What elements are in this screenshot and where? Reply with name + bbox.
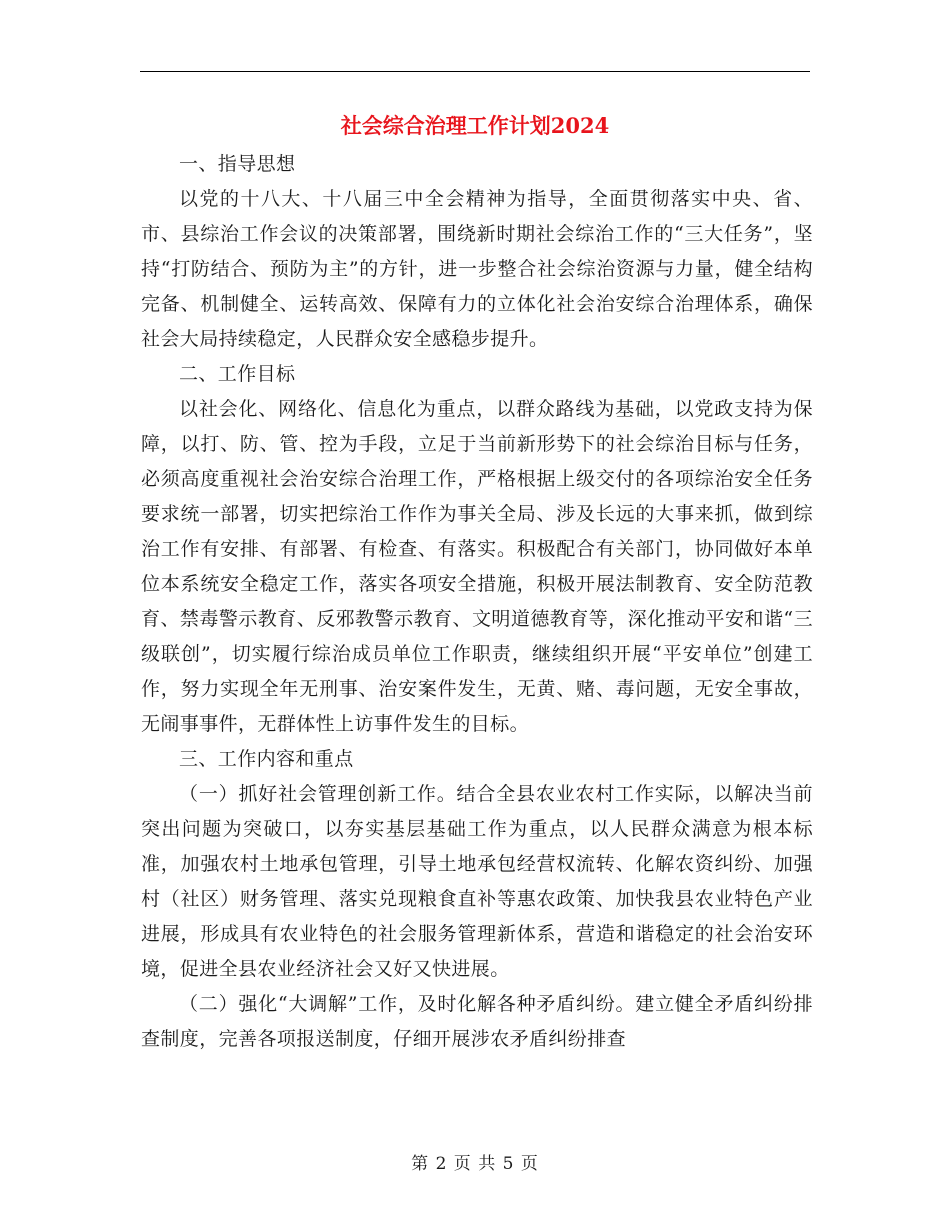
header-rule bbox=[140, 71, 810, 72]
page-number-footer: 第 2 页 共 5 页 bbox=[411, 1154, 539, 1174]
paragraph-guiding-ideology: 以党的十八大、十八届三中全会精神为指导，全面贯彻落实中央、省、市、县综治工作会议的决策部署，围绕新时期社会综治工作的“三大任务”，坚持“打防结合、预防为主”的方针，进一步整合社会综治资源与力量，健全结构完备、机制健全、运转高效、保障有力的立体化社会治安综合治理体系，确保社会大局持续稳定，人民群众安全感稳步提升。 bbox=[141, 188, 813, 350]
document-body bbox=[141, 147, 813, 1057]
document-title: 社会综合治理工作计划2024 bbox=[340, 113, 610, 138]
section-heading-work-content: 三、工作内容和重点 bbox=[179, 748, 354, 770]
section-heading-work-goals: 二、工作目标 bbox=[179, 363, 296, 385]
section-heading-guiding-ideology: 一、指导思想 bbox=[179, 153, 296, 175]
paragraph-mediation: （二）强化“大调解”工作，及时化解各种矛盾纠纷。建立健全矛盾纠纷排查制度，完善各项报送制度，仔细开展涉农矛盾纠纷排查 bbox=[141, 993, 813, 1050]
paragraph-work-goals: 以社会化、网络化、信息化为重点，以群众路线为基础，以党政支持为保障，以打、防、管、控为手段，立足于当前新形势下的社会综治目标与任务，必须高度重视社会治安综合治理工作，严格根据上级交付的各项综治安全任务要求统一部署，切实把综治工作作为事关全局、涉及长远的大事来抓，做到综治工作有安排、有部署、有检查、有落实。积极配合有关部门，协同做好本单位本系统安全稳定工作，落实各项安全措施，积极开展法制教育、安全防范教育、禁毒警示教育、反邪教警示教育、文明道德教育等，深化推动平安和谐“三级联创”，切实履行综治成员单位工作职责，继续组织开展“平安单位”创建工作，努力实现全年无刑事、治安案件发生，无黄、赌、毒问题，无安全事故，无闹事事件，无群体性上访事件发生的目标。 bbox=[141, 398, 813, 735]
paragraph-social-management: （一）抓好社会管理创新工作。结合全县农业农村工作实际，以解决当前突出问题为突破口，以夯实基层基础工作为重点，以人民群众满意为根本标准，加强农村土地承包管理，引导土地承包经营权流转、化解农资纠纷、加强村（社区）财务管理、落实兑现粮食直补等惠农政策、加快我县农业特色产业进展，形成具有农业特色的社会服务管理新体系，营造和谐稳定的社会治安环境，促进全县农业经济社会又好又快进展。 bbox=[141, 783, 813, 980]
